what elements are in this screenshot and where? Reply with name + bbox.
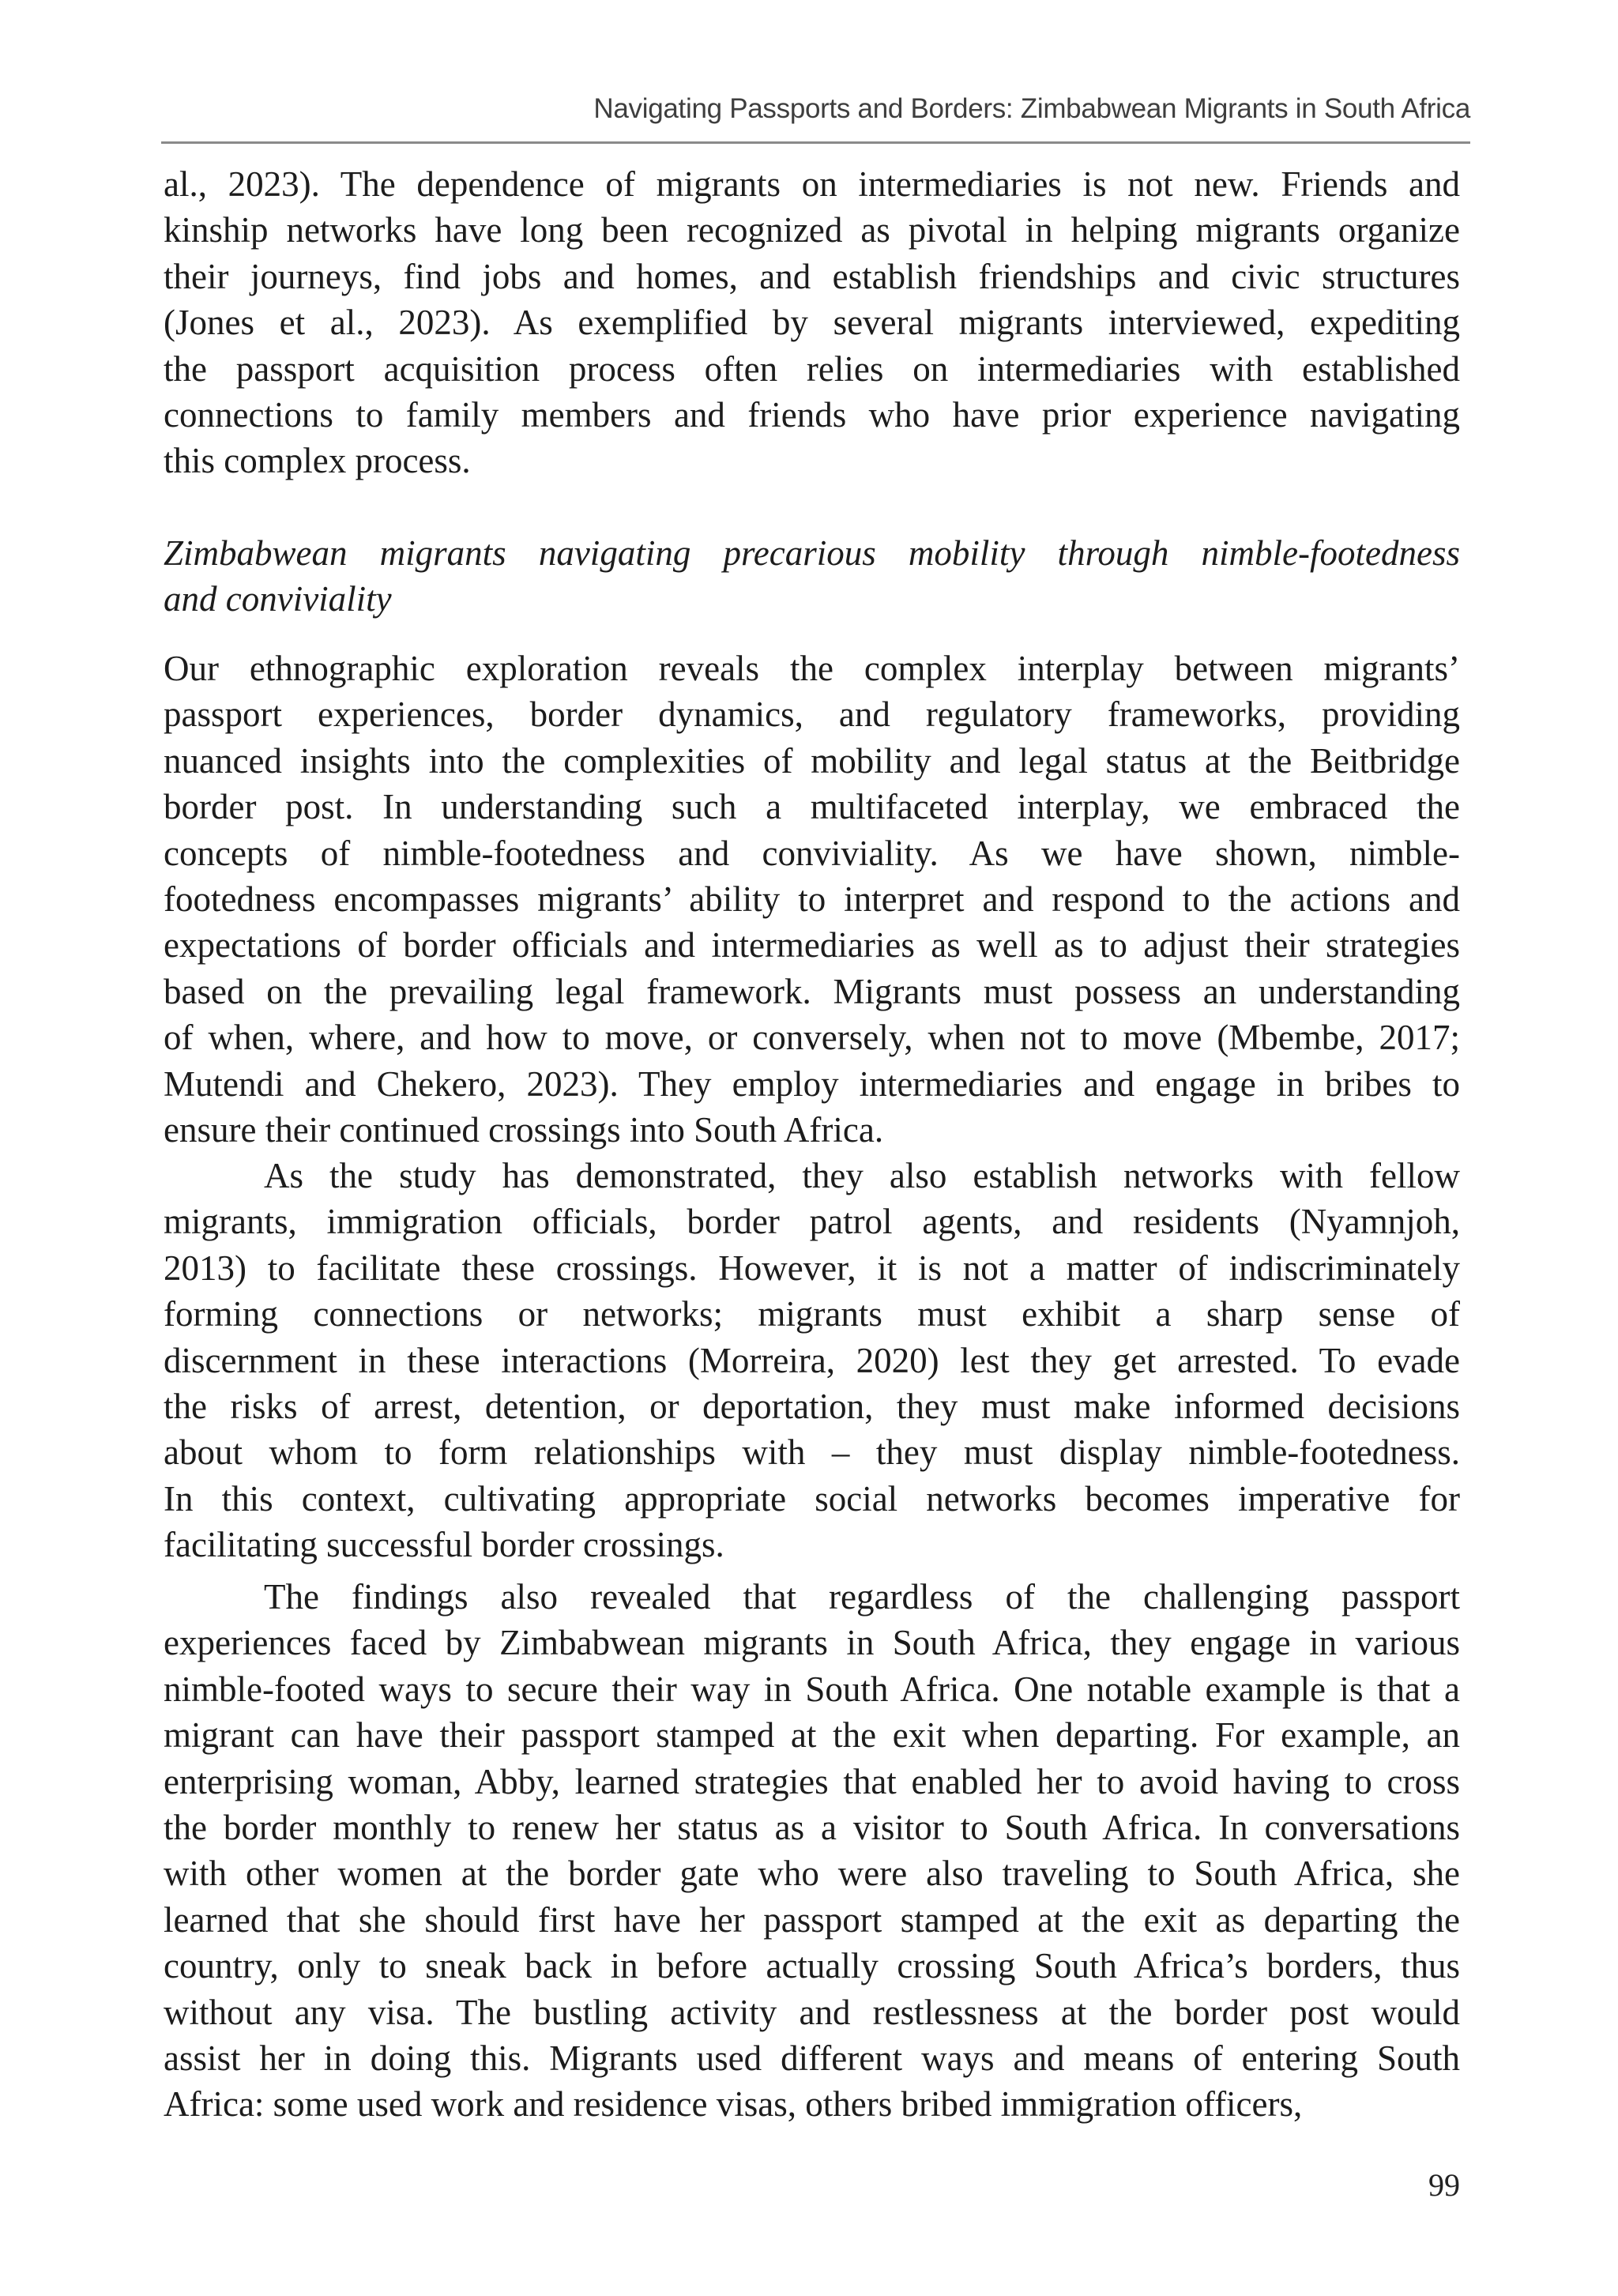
header-rule xyxy=(161,141,1470,144)
text-line: The findings also revealed that regardless of the challenging passport xyxy=(264,1577,1460,1617)
text-line: facilitating successful border crossings. xyxy=(164,1525,724,1565)
text-line: learned that she should first have her passport stamped at the exit as departing the xyxy=(164,1899,1460,1940)
text-line: concepts of nimble-footedness and conviviality. As we have shown, nimble- xyxy=(164,833,1460,873)
text-line: the passport acquisition process often relies on intermediaries with established xyxy=(164,348,1460,389)
text-line: country, only to sneak back in before actually crossing South Africa’s borders, thus xyxy=(164,1946,1460,1986)
text-line: and conviviality xyxy=(164,579,392,619)
text-line: the risks of arrest, detention, or deportation, they must make informed decisions xyxy=(164,1386,1460,1426)
text-line: enterprising woman, Abby, learned strategies that enabled her to avoid having to cross xyxy=(164,1761,1460,1801)
text-line: passport experiences, border dynamics, and regulatory frameworks, providing xyxy=(164,694,1460,735)
text-line: migrants, immigration officials, border patrol agents, and residents (Nyamnjoh, xyxy=(164,1202,1460,1242)
text-line: expectations of border officials and intermediaries as well as to adjust their strategies xyxy=(164,925,1460,965)
text-line: with other women at the border gate who were also traveling to South Africa, she xyxy=(164,1854,1460,1894)
text-line: ensure their continued crossings into South Africa. xyxy=(164,1109,884,1150)
text-line: this complex process. xyxy=(164,441,471,481)
text-line: nuanced insights into the complexities of mobility and legal status at the Beitbridge xyxy=(164,740,1460,781)
text-line: kinship networks have long been recognized as pivotal in helping migrants organize xyxy=(164,210,1460,250)
text-line: experiences faced by Zimbabwean migrants in South Africa, they engage in various xyxy=(164,1623,1460,1663)
text-line: based on the prevailing legal framework. Migrants must possess an understanding xyxy=(164,971,1460,1011)
text-line: Zimbabwean migrants navigating precarious mobility through nimble-footedness xyxy=(164,533,1460,573)
text-line: the border monthly to renew her status as a visitor to South Africa. In conversations xyxy=(164,1807,1460,1847)
text-line: As the study has demonstrated, they also establish networks with fellow xyxy=(264,1156,1460,1195)
section-heading xyxy=(164,530,1460,623)
paragraph-4 xyxy=(164,1574,1460,2128)
text-line: Our ethnographic exploration reveals the complex interplay between migrants’ xyxy=(164,649,1460,688)
text-line: assist her in doing this. Migrants used different ways and means of entering South xyxy=(164,2038,1460,2078)
text-line: border post. In understanding such a multifaceted interplay, we embraced the xyxy=(164,787,1460,827)
text-line: al., 2023). The dependence of migrants on intermediaries is not new. Friends and xyxy=(164,164,1460,204)
paragraph-1 xyxy=(164,161,1460,484)
text-line: Mutendi and Chekero, 2023). They employ intermediaries and engage in bribes to xyxy=(164,1063,1460,1104)
text-line: of when, where, and how to move, or conversely, when not to move (Mbembe, 2017; xyxy=(164,1018,1460,1058)
text-line: In this context, cultivating appropriate social networks becomes imperative for xyxy=(164,1478,1460,1519)
paragraph-2 xyxy=(164,646,1460,1153)
text-line: their journeys, find jobs and homes, and establish friendships and civic structures xyxy=(164,256,1460,296)
text-line: 2013) to facilitate these crossings. However, it is not a matter of indiscriminately xyxy=(164,1248,1460,1288)
text-line: (Jones et al., 2023). As exemplified by several migrants interviewed, expediting xyxy=(164,303,1460,343)
running-header: Navigating Passports and Borders: Zimbabwean Migrants in South Africa xyxy=(593,93,1470,124)
text-line: Africa: some used work and residence visas, others bribed immigration officers, xyxy=(164,2084,1303,2125)
text-line: about whom to form relationships with – they must display nimble-footedness. xyxy=(164,1432,1460,1473)
text-line: footedness encompasses migrants’ ability to interpret and respond to the actions and xyxy=(164,879,1460,919)
text-line: connections to family members and friends who have prior experience navigating xyxy=(164,394,1460,435)
text-line: migrant can have their passport stamped at the exit when departing. For example, an xyxy=(164,1715,1460,1756)
paragraph-3 xyxy=(164,1153,1460,1568)
text-line: discernment in these interactions (Morreira, 2020) lest they get arrested. To evade xyxy=(164,1340,1460,1380)
text-line: nimble-footed ways to secure their way in South Africa. One notable example is that a xyxy=(164,1669,1460,1709)
text-line: forming connections or networks; migrants must exhibit a sharp sense of xyxy=(164,1294,1460,1334)
text-line: without any visa. The bustling activity and restlessness at the border post would xyxy=(164,1992,1460,2032)
page-number: 99 xyxy=(1428,2167,1460,2203)
